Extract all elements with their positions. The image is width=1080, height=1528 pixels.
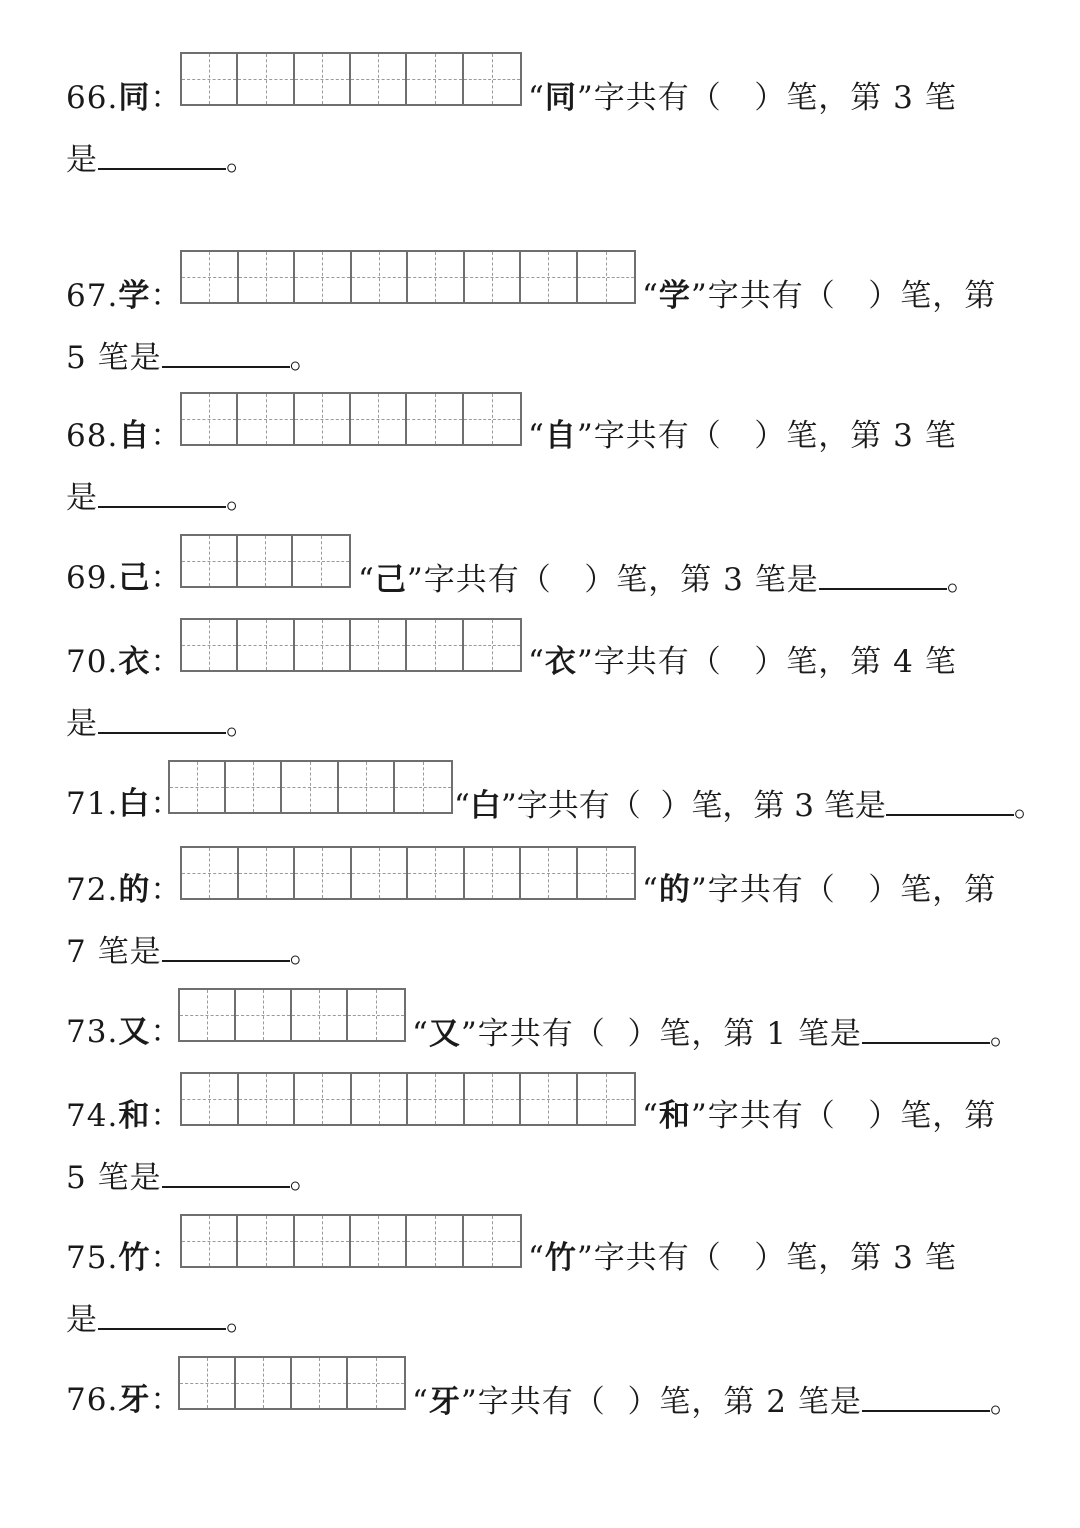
- question-number: 75.: [66, 1240, 119, 1276]
- grid-cell[interactable]: [408, 848, 465, 898]
- grid-cell[interactable]: [295, 394, 351, 444]
- question-char: 己: [118, 560, 151, 596]
- answer-blank[interactable]: [98, 140, 226, 170]
- writing-grid[interactable]: [168, 760, 453, 814]
- grid-cell[interactable]: [293, 536, 349, 586]
- writing-grid[interactable]: [180, 534, 351, 588]
- grid-cell[interactable]: [236, 1358, 292, 1408]
- grid-cell[interactable]: [465, 848, 522, 898]
- grid-cell[interactable]: [292, 1358, 348, 1408]
- grid-cell[interactable]: [521, 252, 578, 302]
- grid-cell[interactable]: [351, 54, 407, 104]
- grid-cell[interactable]: [182, 620, 238, 670]
- writing-grid[interactable]: [180, 392, 522, 446]
- question-number: 76.: [66, 1382, 119, 1418]
- grid-cell[interactable]: [464, 394, 520, 444]
- answer-blank[interactable]: [162, 932, 290, 962]
- answer-blank[interactable]: [98, 478, 226, 508]
- grid-cell[interactable]: [170, 762, 226, 812]
- grid-cell[interactable]: [407, 54, 463, 104]
- writing-grid[interactable]: [180, 1072, 636, 1126]
- grid-cell[interactable]: [408, 252, 465, 302]
- question-char: 又: [118, 1014, 151, 1050]
- grid-cell[interactable]: [295, 54, 351, 104]
- grid-cell[interactable]: [182, 536, 238, 586]
- grid-cell[interactable]: [578, 848, 634, 898]
- grid-cell[interactable]: [238, 1216, 294, 1266]
- grid-cell[interactable]: [465, 252, 522, 302]
- grid-cell[interactable]: [238, 54, 294, 104]
- question-char: 自: [118, 418, 151, 454]
- writing-grid[interactable]: [180, 618, 522, 672]
- grid-cell[interactable]: [464, 1216, 520, 1266]
- question-number: 74.: [66, 1098, 119, 1134]
- grid-cell[interactable]: [182, 394, 238, 444]
- grid-cell[interactable]: [182, 1074, 239, 1124]
- question-number: 70.: [66, 644, 119, 680]
- writing-grid[interactable]: [180, 52, 522, 106]
- answer-blank[interactable]: [98, 704, 226, 734]
- grid-cell[interactable]: [464, 620, 520, 670]
- grid-cell[interactable]: [407, 394, 463, 444]
- grid-cell[interactable]: [351, 394, 407, 444]
- grid-cell[interactable]: [238, 536, 294, 586]
- grid-cell[interactable]: [578, 252, 634, 302]
- grid-cell[interactable]: [238, 620, 294, 670]
- grid-cell[interactable]: [295, 1074, 352, 1124]
- grid-cell[interactable]: [465, 1074, 522, 1124]
- grid-cell[interactable]: [295, 620, 351, 670]
- grid-cell[interactable]: [339, 762, 395, 812]
- grid-cell[interactable]: [395, 762, 451, 812]
- grid-cell[interactable]: [182, 848, 239, 898]
- grid-cell[interactable]: [295, 1216, 351, 1266]
- grid-cell[interactable]: [351, 620, 407, 670]
- question-char: 竹: [118, 1240, 151, 1276]
- grid-cell[interactable]: [292, 990, 348, 1040]
- answer-blank[interactable]: [162, 1158, 290, 1188]
- grid-cell[interactable]: [352, 1074, 409, 1124]
- writing-grid[interactable]: [178, 1356, 406, 1410]
- grid-cell[interactable]: [226, 762, 282, 812]
- question-char: 和: [118, 1098, 151, 1134]
- grid-cell[interactable]: [238, 394, 294, 444]
- grid-cell[interactable]: [295, 848, 352, 898]
- grid-cell[interactable]: [352, 848, 409, 898]
- grid-cell[interactable]: [295, 252, 352, 302]
- question-char: 学: [118, 278, 151, 314]
- question-number: 68.: [66, 418, 119, 454]
- grid-cell[interactable]: [352, 252, 409, 302]
- grid-cell[interactable]: [239, 848, 296, 898]
- grid-cell[interactable]: [521, 1074, 578, 1124]
- grid-cell[interactable]: [239, 252, 296, 302]
- grid-cell[interactable]: [180, 1358, 236, 1408]
- grid-cell[interactable]: [182, 1216, 238, 1266]
- grid-cell[interactable]: [407, 1216, 463, 1266]
- answer-blank[interactable]: [886, 786, 1014, 816]
- question-char: 白: [118, 786, 151, 822]
- grid-cell[interactable]: [521, 848, 578, 898]
- grid-cell[interactable]: [182, 54, 238, 104]
- question-char: 衣: [118, 644, 151, 680]
- grid-cell[interactable]: [239, 1074, 296, 1124]
- grid-cell[interactable]: [351, 1216, 407, 1266]
- question-number: 71.: [66, 786, 119, 822]
- grid-cell[interactable]: [236, 990, 292, 1040]
- question-char: 的: [118, 872, 151, 908]
- writing-grid[interactable]: [180, 1214, 522, 1268]
- grid-cell[interactable]: [407, 620, 463, 670]
- grid-cell[interactable]: [578, 1074, 634, 1124]
- question-number: 73.: [66, 1014, 119, 1050]
- answer-blank[interactable]: [98, 1300, 226, 1330]
- writing-grid[interactable]: [180, 846, 636, 900]
- question-number: 67.: [66, 278, 119, 314]
- grid-cell[interactable]: [180, 990, 236, 1040]
- writing-grid[interactable]: [178, 988, 406, 1042]
- question-char: 牙: [118, 1382, 151, 1418]
- question-char: 同: [118, 80, 151, 116]
- grid-cell[interactable]: [464, 54, 520, 104]
- grid-cell[interactable]: [282, 762, 338, 812]
- answer-blank[interactable]: [862, 1382, 990, 1412]
- grid-cell[interactable]: [348, 1358, 404, 1408]
- question-number: 69.: [66, 560, 119, 596]
- grid-cell[interactable]: [348, 990, 404, 1040]
- writing-grid[interactable]: [180, 250, 636, 304]
- answer-blank[interactable]: [819, 560, 947, 590]
- grid-cell[interactable]: [408, 1074, 465, 1124]
- question-number: 72.: [66, 872, 119, 908]
- answer-blank[interactable]: [162, 338, 290, 368]
- grid-cell[interactable]: [182, 252, 239, 302]
- question-number: 66.: [66, 80, 119, 116]
- answer-blank[interactable]: [862, 1014, 990, 1044]
